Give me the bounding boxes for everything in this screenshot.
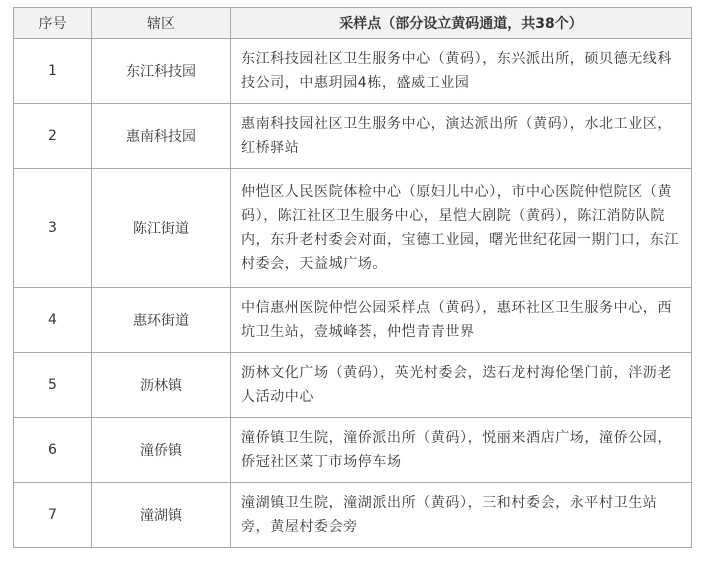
- table-row: [14, 353, 692, 418]
- row-sites: 仲恺区人民医院体检中心（原妇儿中心），市中心医院仲恺院区（黄码），陈江社区卫生服务中心，星恺大剧院（黄码），陈江消防队院内，东升老村委会对面，宝德工业园，曙光世纪花园一期门口，东江村委会，天益城广场。: [231, 169, 692, 288]
- header-index: 序号: [14, 8, 92, 39]
- row-index: 4: [14, 288, 92, 353]
- table-row: [14, 418, 692, 483]
- row-district: 沥林镇: [92, 353, 231, 418]
- row-district: 陈江街道: [92, 169, 231, 288]
- row-sites: 沥林文化广场（黄码），英光村委会，迭石龙村海伦堡门前，泮沥老人活动中心: [231, 353, 692, 418]
- row-index: 5: [14, 353, 92, 418]
- header-district: 辖区: [92, 8, 231, 39]
- table-row: [14, 169, 692, 288]
- row-index: 3: [14, 169, 92, 288]
- row-sites: 中信惠州医院仲恺公园采样点（黄码），惠环社区卫生服务中心，西坑卫生站，壹城峰荟，仲恺青青世界: [231, 288, 692, 353]
- row-index: 7: [14, 483, 92, 548]
- row-index: 6: [14, 418, 92, 483]
- row-sites: 潼侨镇卫生院，潼侨派出所（黄码），悦丽来酒店广场，潼侨公园，侨冠社区菜丁市场停车场: [231, 418, 692, 483]
- row-district: 潼湖镇: [92, 483, 231, 548]
- table-header-row: [14, 8, 692, 39]
- row-index: 1: [14, 39, 92, 104]
- table-row: [14, 288, 692, 353]
- row-district: 惠南科技园: [92, 104, 231, 169]
- row-sites: 东江科技园社区卫生服务中心（黄码），东兴派出所，硕贝德无线科技公司，中惠玥园4栋，盛威工业园: [231, 39, 692, 104]
- row-district: 惠环街道: [92, 288, 231, 353]
- row-sites: 惠南科技园社区卫生服务中心，演达派出所（黄码），水北工业区，红桥驿站: [231, 104, 692, 169]
- table-row: [14, 483, 692, 548]
- sampling-sites-table: [13, 7, 692, 548]
- table-row: [14, 39, 692, 104]
- row-district: 潼侨镇: [92, 418, 231, 483]
- row-district: 东江科技园: [92, 39, 231, 104]
- header-sites: 采样点（部分设立黄码通道，共38个）: [231, 8, 692, 39]
- row-index: 2: [14, 104, 92, 169]
- row-sites: 潼湖镇卫生院，潼湖派出所（黄码），三和村委会，永平村卫生站旁，黄屋村委会旁: [231, 483, 692, 548]
- table-row: [14, 104, 692, 169]
